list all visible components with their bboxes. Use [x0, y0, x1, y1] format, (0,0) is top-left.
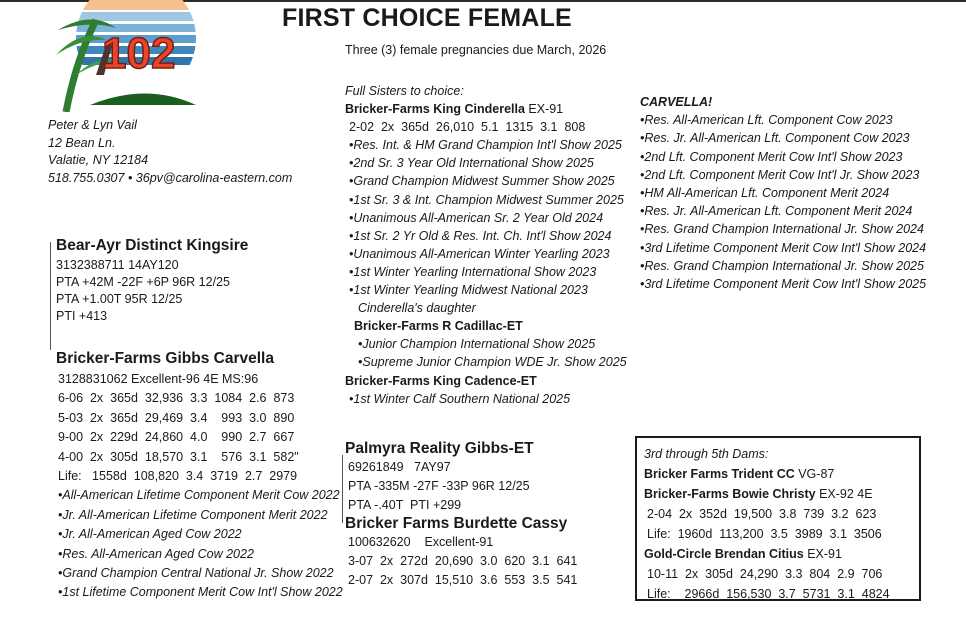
cinderella-honor: •Res. Int. & HM Grand Champion Int'l Show 2025 [349, 138, 622, 153]
palmyra-line: PTA -335M -27F -33P 96R 12/25 [348, 479, 530, 493]
cadence-honor: •1st Winter Calf Southern National 2025 [349, 391, 571, 406]
dam-record: 4-00 2x 305d 18,570 3.1 576 3.1 582" [58, 449, 299, 464]
dam-name: Bricker-Farms Gibbs Carvella [56, 350, 274, 367]
carvella-honor: •3rd Lifetime Component Merit Cow Int'l Show 2024 [640, 240, 927, 255]
carvella-honor: •Res. Jr. All-American Lft. Component Cow 2023 [640, 131, 910, 146]
cinderella-honor: •1st Sr. 2 Yr Old & Res. Int. Ch. Int'l Show 2024 [349, 228, 612, 243]
dam-id-line: 3128831062 Excellent-96 4E MS:96 [58, 372, 259, 386]
owner-phone-email: 518.755.0307 • 36pv@carolina-eastern.com [48, 170, 293, 185]
sire-line: PTA +42M -22F +6P 96R 12/25 [56, 275, 230, 289]
cadillac-name: Bricker-Farms R Cadillac-ET [354, 319, 523, 334]
cinderella-honor: •Grand Champion Midwest Summer Show 2025 [349, 174, 615, 189]
christy-record: 2-04 2x 352d 19,500 3.8 739 3.2 623 [647, 507, 877, 521]
page-subtitle: Three (3) female pregnancies due March, 2026 [345, 43, 607, 57]
carvella-honor: •Res. Grand Champion International Jr. Show 2024 [640, 222, 924, 237]
sire-line: 3132388711 14AY120 [56, 258, 179, 272]
carvella-honor: •Res. All-American Lft. Component Cow 2023 [640, 113, 893, 128]
cadillac-honor: •Junior Champion International Show 2025 [358, 337, 596, 352]
carvella-honor: •HM All-American Lft. Component Merit 2024 [640, 186, 890, 201]
cassy-line: 100632620 Excellent-91 [348, 535, 494, 549]
cassy-record: 2-07 2x 307d 15,510 3.6 553 3.5 541 [348, 573, 578, 587]
dam-record: 9-00 2x 229d 24,860 4.0 990 2.7 667 [58, 430, 295, 445]
palmyra-line: 69261849 7AY97 [348, 460, 451, 474]
cinderella-honor: •2nd Sr. 3 Year Old International Show 2025 [349, 156, 594, 171]
dams-heading: 3rd through 5th Dams: [644, 447, 769, 461]
citius-lifetime: Life: 2966d 156,530 3.7 5731 3.1 4824 [647, 587, 890, 601]
sire-section [56, 237, 248, 325]
dam-honor: •Jr. All-American Aged Cow 2022 [58, 527, 242, 542]
owner-city: Valatie, NY 12184 [48, 153, 149, 167]
dam-honor: •Res. All-American Aged Cow 2022 [58, 546, 254, 561]
cinderella-score: EX-91 [524, 102, 564, 117]
christy-lifetime: Life: 1960d 113,200 3.5 3989 3.1 3506 [647, 527, 882, 541]
carvella-honor: •2nd Lft. Component Merit Cow Int'l Show 2023 [640, 149, 903, 164]
dam-honor: •1st Lifetime Component Merit Cow Int'l Show 2022 [58, 585, 343, 600]
sire-line: PTI +413 [56, 309, 108, 323]
full-sisters-label: Full Sisters to choice: [345, 84, 464, 98]
dam-honor: •Grand Champion Central National Jr. Show 2022 [58, 566, 334, 581]
cadence-name: Bricker-Farms King Cadence-ET [345, 373, 537, 388]
carvella-honor: •3rd Lifetime Component Merit Cow Int'l Show 2025 [640, 277, 927, 292]
cinderella-record: 2-02 2x 365d 26,010 5.1 1315 3.1 808 [349, 120, 586, 135]
dam-honor: •Jr. All-American Lifetime Component Merit 2022 [58, 507, 328, 522]
cinderella-honor: •Unanimous All-American Winter Yearling 2023 [349, 246, 610, 261]
carvella-heading: CARVELLA! [640, 95, 713, 109]
carvella-honor: •Res. Grand Champion International Jr. Show 2025 [640, 258, 924, 273]
sire-divider [50, 242, 51, 350]
citius-name: Gold-Circle Brendan Citius [644, 547, 804, 561]
trident-score: VG-87 [794, 467, 835, 481]
carvella-honor: •Res. Jr. All-American Lft. Component Merit 2024 [640, 204, 913, 219]
cinderella-honor: •1st Sr. 3 & Int. Champion Midwest Summer 2025 [349, 192, 624, 207]
svg-text:102: 102 [102, 29, 176, 78]
sire-line: PTA +1.00T 95R 12/25 [56, 292, 183, 306]
page-title: FIRST CHOICE FEMALE [282, 4, 572, 32]
dam-lifetime-record: Life: 1558d 108,820 3.4 3719 2.7 2979 [58, 469, 298, 484]
owner-street: 12 Bean Ln. [48, 135, 116, 150]
christy-name: Bricker-Farms Bowie Christy [644, 487, 816, 501]
citius-record: 10-11 2x 305d 24,290 3.3 804 2.9 706 [647, 567, 883, 581]
cinderella-name: Bricker-Farms King Cinderella [345, 102, 525, 117]
maternal-sire-section [345, 440, 635, 590]
carvella-honor: •2nd Lft. Component Merit Cow Int'l Jr. Show 2023 [640, 167, 920, 182]
cinderella-honor: •Unanimous All-American Sr. 2 Year Old 2024 [349, 210, 604, 225]
dam-section [56, 350, 343, 603]
palmyra-name: Palmyra Reality Gibbs-ET [345, 440, 534, 457]
full-sisters-section [345, 82, 635, 408]
palmyra-divider [342, 455, 343, 523]
citius-score: EX-91 [803, 547, 842, 561]
farm-logo [36, 0, 206, 112]
cassy-name: Bricker Farms Burdette Cassy [345, 515, 568, 532]
cinderella-honor: •1st Winter Yearling International Show 2023 [349, 264, 597, 279]
dam-record: 6-06 2x 365d 32,936 3.3 1084 2.6 873 [58, 391, 295, 406]
owner-names: Peter & Lyn Vail [48, 118, 137, 132]
christy-score: EX-92 4E [815, 487, 873, 501]
cinderella-honor: •1st Winter Yearling Midwest National 2023 [349, 283, 588, 298]
carvella-honors-section [640, 93, 960, 293]
palmyra-line: PTA -.40T PTI +299 [348, 498, 462, 512]
dam-record: 5-03 2x 365d 29,469 3.4 993 3.0 890 [58, 410, 295, 425]
cassy-record: 3-07 2x 272d 20,690 3.0 620 3.1 641 [348, 554, 578, 568]
daughter-label: Cinderella's daughter [358, 301, 476, 316]
trident-name: Bricker Farms Trident CC [644, 467, 795, 481]
cadillac-honor: •Supreme Junior Champion WDE Jr. Show 2025 [358, 355, 627, 370]
owner-contact [48, 117, 292, 187]
dams-box [635, 436, 921, 601]
dam-honor: •All-American Lifetime Component Merit Cow 2022 [58, 488, 340, 503]
sire-name: Bear-Ayr Distinct Kingsire [56, 237, 249, 254]
